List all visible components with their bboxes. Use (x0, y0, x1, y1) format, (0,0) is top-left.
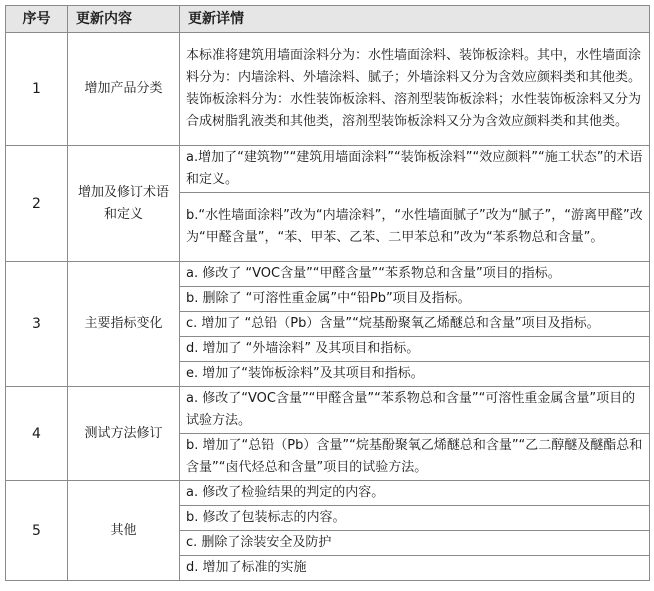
row-detail: b. 增加了“总铅（Pb）含量”“烷基酚聚氧乙烯醚总和含量”“乙二醇醚及醚酯总和含量”“卤代烃总和含量”项目的试验方法。 (180, 434, 650, 481)
row-detail: d. 增加了 “外墙涂料” 及其项目和指标。 (180, 337, 650, 362)
header-content: 更新内容 (68, 6, 180, 33)
row-detail: a. 修改了“VOC含量”“甲醛含量”“苯系物总和含量”“可溶性重金属含量”项目的试验方法。 (180, 387, 650, 434)
table-row (6, 262, 650, 287)
update-table (5, 5, 650, 581)
row-content: 其他 (68, 481, 180, 581)
row-number: 1 (6, 33, 68, 146)
row-detail: a. 修改了 “VOC含量”“甲醛含量”“苯系物总和含量”项目的指标。 (180, 262, 650, 287)
row-number: 4 (6, 387, 68, 481)
header-detail: 更新详情 (180, 6, 650, 33)
row-detail: e. 增加了“装饰板涂料”及其项目和指标。 (180, 362, 650, 387)
header-row (6, 6, 650, 33)
row-number: 3 (6, 262, 68, 387)
row-detail: b. 修改了包装标志的内容。 (180, 506, 650, 531)
row-content: 主要指标变化 (68, 262, 180, 387)
row-detail: a.增加了“建筑物”“建筑用墙面涂料”“装饰板涂料”“效应颜料”“施工状态”的术语和定义。 (180, 146, 650, 193)
header-no: 序号 (6, 6, 68, 33)
row-content: 增加及修订术语和定义 (68, 146, 180, 262)
row-detail: b. 删除了 “可溶性重金属”中“铅Pb”项目及指标。 (180, 287, 650, 312)
table-row (6, 146, 650, 193)
row-detail: b.“水性墙面涂料”改为“内墙涂料”，“水性墙面腻子”改为“腻子”，“游离甲醛”改为“甲醛含量”，“苯、甲苯、乙苯、二甲苯总和”改为“苯系物总和含量”。 (180, 193, 650, 262)
row-detail: 本标准将建筑用墙面涂料分为：水性墙面涂料、装饰板涂料。其中，水性墙面涂料分为：内墙涂料、外墙涂料、腻子；外墙涂料又分为含效应颜料类和其他类。装饰板涂料分为：水性装饰板涂料、溶剂型装饰板涂料；水性装饰板涂料又分为合成树脂乳液类和其他类，溶剂型装饰板涂料又分为含效应颜料类和其他类。 (180, 33, 650, 146)
table-row (6, 387, 650, 434)
row-number: 5 (6, 481, 68, 581)
row-content: 增加产品分类 (68, 33, 180, 146)
table-row (6, 481, 650, 506)
table-row (6, 33, 650, 146)
row-detail: a. 修改了检验结果的判定的内容。 (180, 481, 650, 506)
row-detail: d. 增加了标准的实施 (180, 556, 650, 581)
row-content: 测试方法修订 (68, 387, 180, 481)
row-number: 2 (6, 146, 68, 262)
row-detail: c. 增加了 “总铅（Pb）含量”“烷基酚聚氧乙烯醚总和含量”项目及指标。 (180, 312, 650, 337)
row-detail: c. 删除了涂装安全及防护 (180, 531, 650, 556)
